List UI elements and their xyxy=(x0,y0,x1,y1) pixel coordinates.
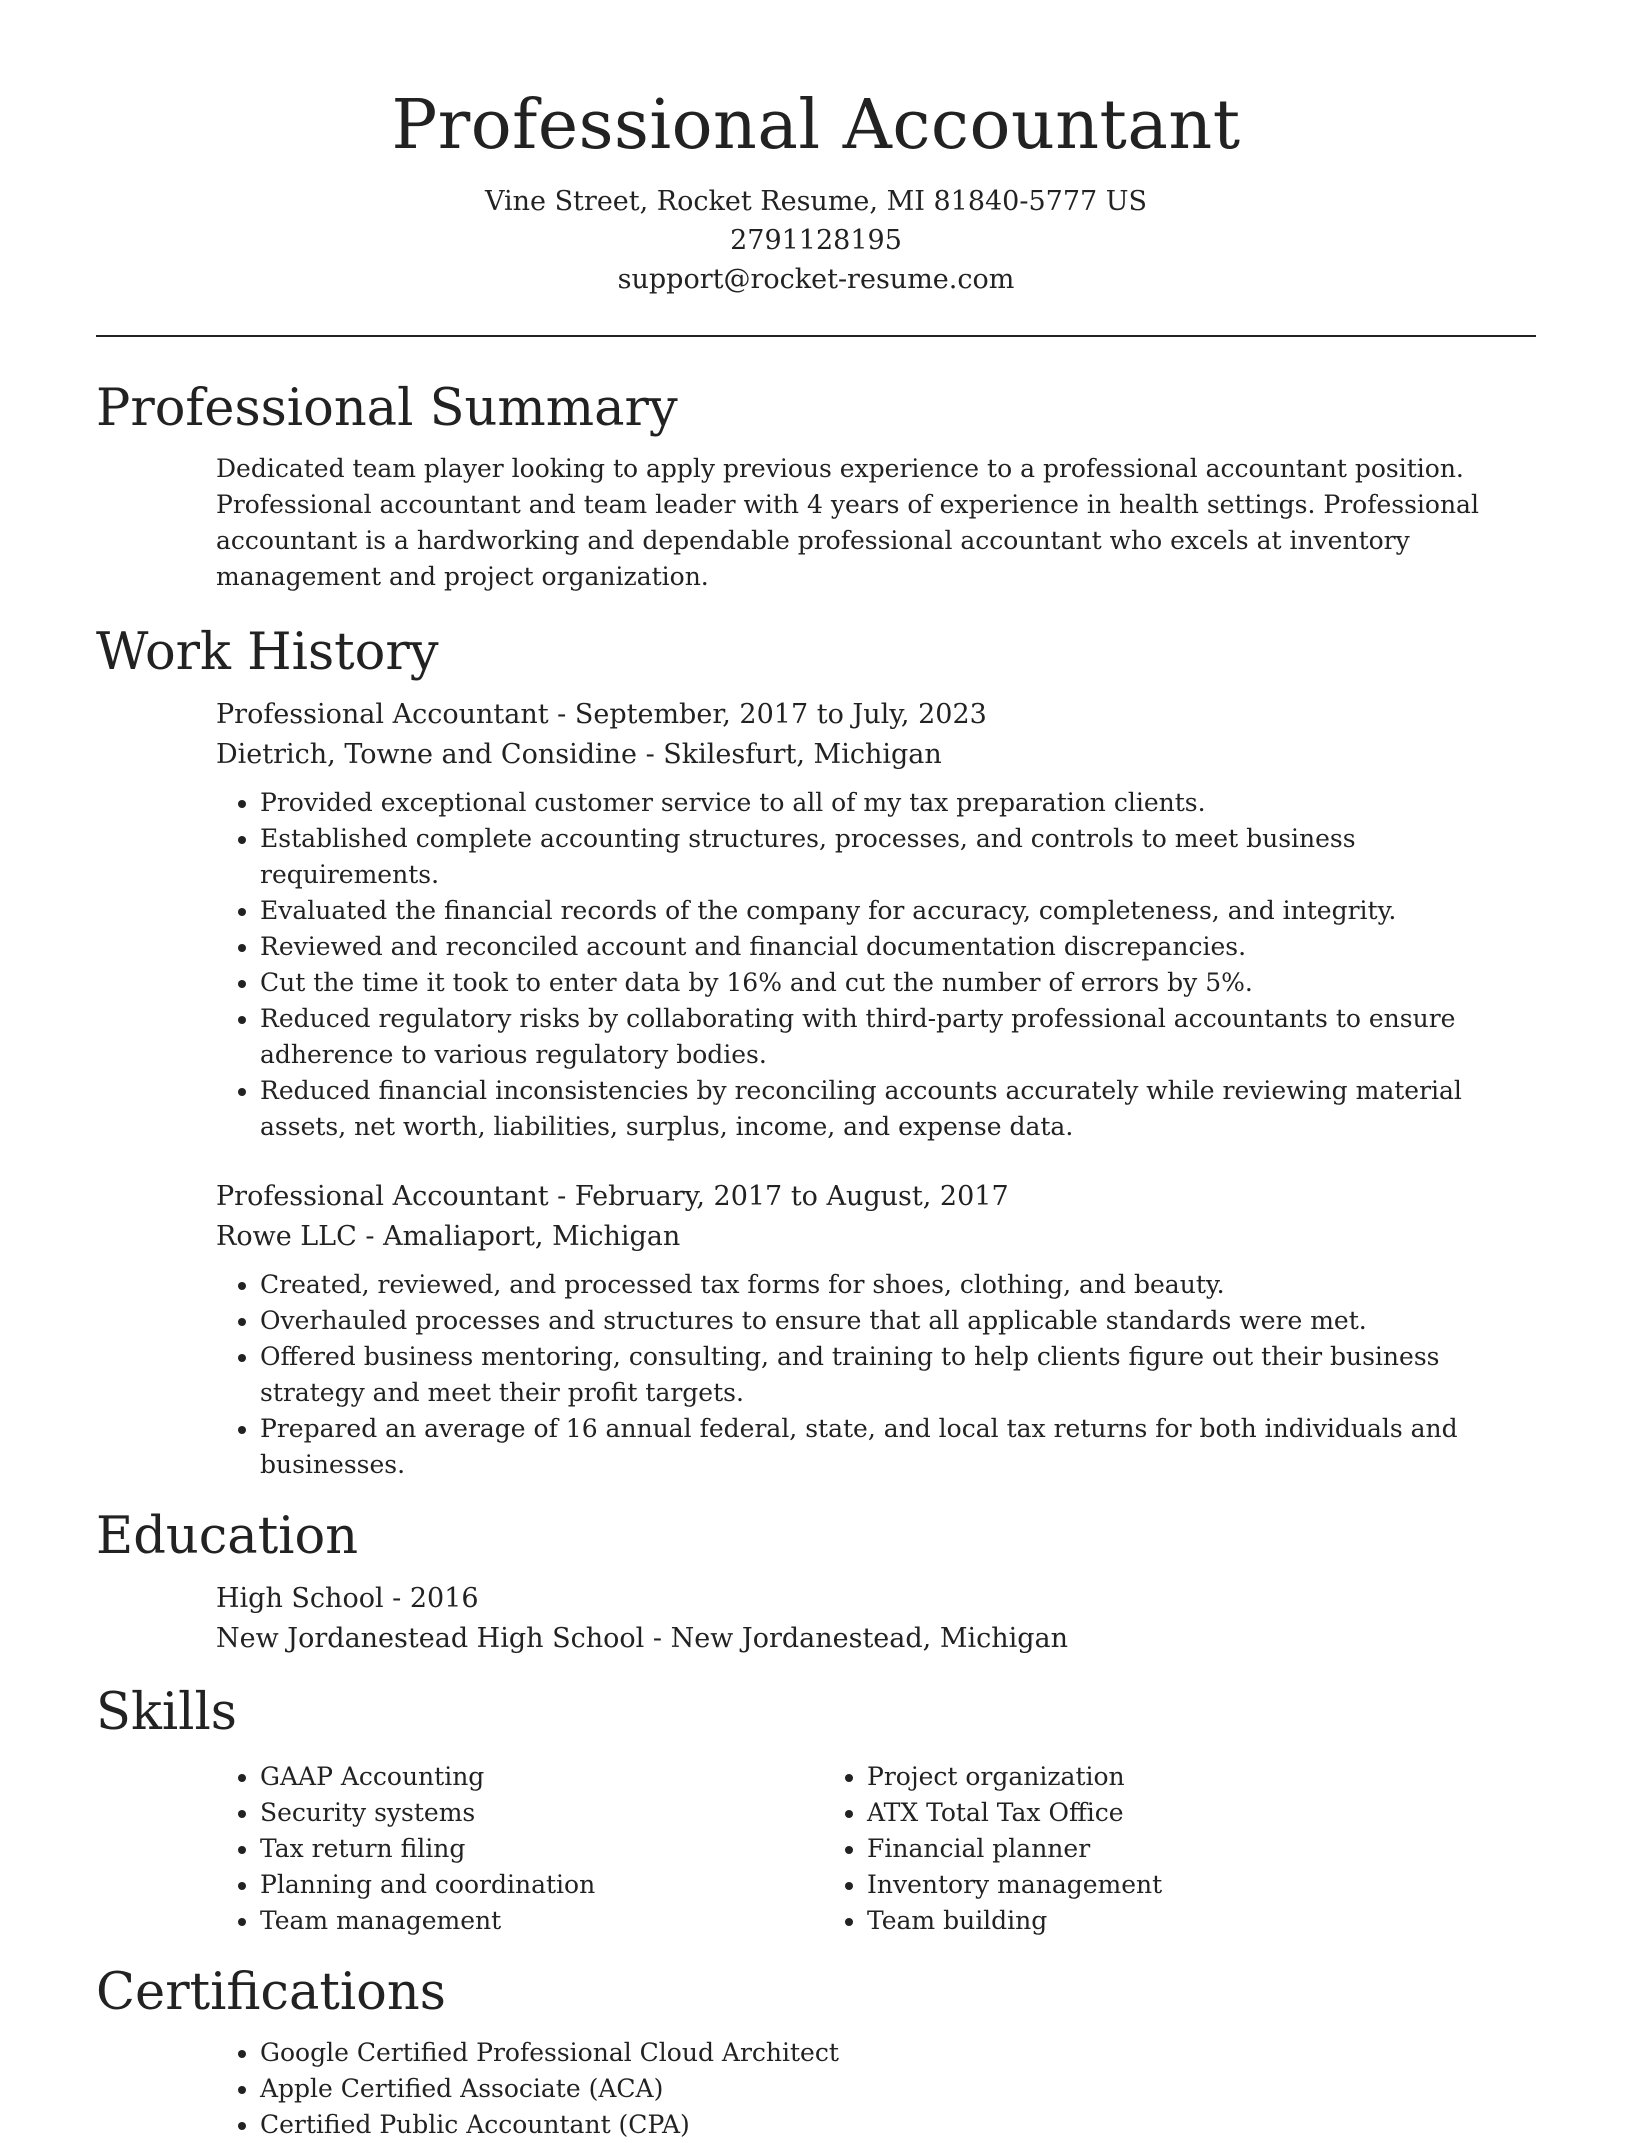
list-item: • Created, reviewed, and processed tax forms for shoes, clothing, and beauty. xyxy=(260,1267,1536,1303)
list-item: • Tax return filing xyxy=(260,1831,823,1867)
list-item: • Planning and coordination xyxy=(260,1867,823,1903)
education-location: - New Jordanestead, Michigan xyxy=(644,1623,1069,1654)
skills-heading: Skills xyxy=(96,1683,237,1742)
job-company-line xyxy=(216,735,1536,775)
education-section xyxy=(96,1505,1536,1659)
list-item: • Cut the time it took to enter data by 16% and cut the number of errors by 5%. xyxy=(260,965,1536,1001)
job-dates: - February, 2017 to August, 2017 xyxy=(548,1181,1009,1212)
contact-phone: 2791128195 xyxy=(730,225,902,256)
work-history-content xyxy=(216,695,1536,1483)
skills-list-right xyxy=(823,1759,1430,1939)
job-title-line xyxy=(216,1177,1536,1217)
contact-address: Vine Street, Rocket Resume, MI 81840-5777 US xyxy=(484,186,1148,217)
list-item: • Established complete accounting structures, processes, and controls to meet business requirements. xyxy=(260,821,1536,893)
education-degree: High School xyxy=(216,1583,384,1614)
candidate-name: Professional Accountant xyxy=(391,86,1241,165)
job-location: - Skilesfurt, Michigan xyxy=(637,739,942,770)
list-item: • Prepared an average of 16 annual federal, state, and local tax returns for both individuals and businesses. xyxy=(260,1411,1536,1483)
list-item: • ATX Total Tax Office xyxy=(867,1795,1430,1831)
list-item: • Financial planner xyxy=(867,1831,1430,1867)
job-company-line xyxy=(216,1217,1536,1257)
contact-email: support@rocket-resume.com xyxy=(617,264,1015,295)
list-item: • Project organization xyxy=(867,1759,1430,1795)
job-entry xyxy=(216,695,1536,1145)
job-company: Dietrich, Towne and Considine xyxy=(216,739,637,770)
education-degree-line xyxy=(216,1579,1536,1619)
list-item: • Reduced regulatory risks by collaborating with third-party professional accountants to ensure adherence to various regulatory bodies. xyxy=(260,1001,1536,1073)
list-item: • Offered business mentoring, consulting, and training to help clients figure out their business strategy and meet their profit targets. xyxy=(260,1339,1536,1411)
summary-content xyxy=(216,451,1536,595)
job-title-line xyxy=(216,695,1536,735)
list-item: • Security systems xyxy=(260,1795,823,1831)
education-heading: Education xyxy=(96,1507,359,1566)
summary-heading: Professional Summary xyxy=(96,379,678,438)
job-entry xyxy=(216,1177,1536,1483)
list-item: • Team management xyxy=(260,1903,823,1939)
contact-block xyxy=(96,182,1536,299)
summary-section xyxy=(96,377,1536,595)
header-divider xyxy=(96,335,1536,337)
work-history-section xyxy=(96,621,1536,1483)
list-item: • Inventory management xyxy=(867,1867,1430,1903)
summary-text: Dedicated team player looking to apply previous experience to a professional accountant position. Professional accountant and team leader with 4 years of experience in health settings. Professional accountant is a hardworking and dependable professional accountant who excels at inventory management and project organization. xyxy=(216,454,1479,591)
education-year: - 2016 xyxy=(383,1583,479,1614)
job-location: - Amaliaport, Michigan xyxy=(356,1221,681,1252)
list-item: • Team building xyxy=(867,1903,1430,1939)
list-item: • Apple Certified Associate (ACA) xyxy=(260,2071,1536,2107)
skills-section xyxy=(96,1681,1536,1939)
job-company: Rowe LLC xyxy=(216,1221,357,1252)
skills-list-left xyxy=(216,1759,823,1939)
list-item: • Overhauled processes and structures to ensure that all applicable standards were met. xyxy=(260,1303,1536,1339)
list-item: • Reduced financial inconsistencies by reconciling accounts accurately while reviewing material assets, net worth, liabilities, surplus, income, and expense data. xyxy=(260,1073,1536,1145)
job-dates: - September, 2017 to July, 2023 xyxy=(548,699,987,730)
list-item: • GAAP Accounting xyxy=(260,1759,823,1795)
list-item: • Certified Public Accountant (CPA) xyxy=(260,2107,1536,2143)
education-school-line xyxy=(216,1619,1536,1659)
skills-grid xyxy=(216,1759,1536,1939)
job-bullets xyxy=(216,1267,1536,1483)
list-item: • Provided exceptional customer service to all of my tax preparation clients. xyxy=(260,785,1536,821)
job-bullets xyxy=(216,785,1536,1145)
work-history-heading: Work History xyxy=(96,623,439,682)
certifications-list xyxy=(216,2035,1536,2143)
certifications-content xyxy=(216,2035,1536,2143)
education-school: New Jordanestead High School xyxy=(216,1623,645,1654)
certifications-heading: Certifications xyxy=(96,1963,446,2022)
job-title: Professional Accountant xyxy=(216,1181,549,1212)
education-content xyxy=(216,1579,1536,1659)
list-item: • Google Certified Professional Cloud Architect xyxy=(260,2035,1536,2071)
list-item: • Reviewed and reconciled account and financial documentation discrepancies. xyxy=(260,929,1536,965)
list-item: • Evaluated the financial records of the company for accuracy, completeness, and integrity. xyxy=(260,893,1536,929)
job-title: Professional Accountant xyxy=(216,699,549,730)
certifications-section xyxy=(96,1961,1536,2143)
